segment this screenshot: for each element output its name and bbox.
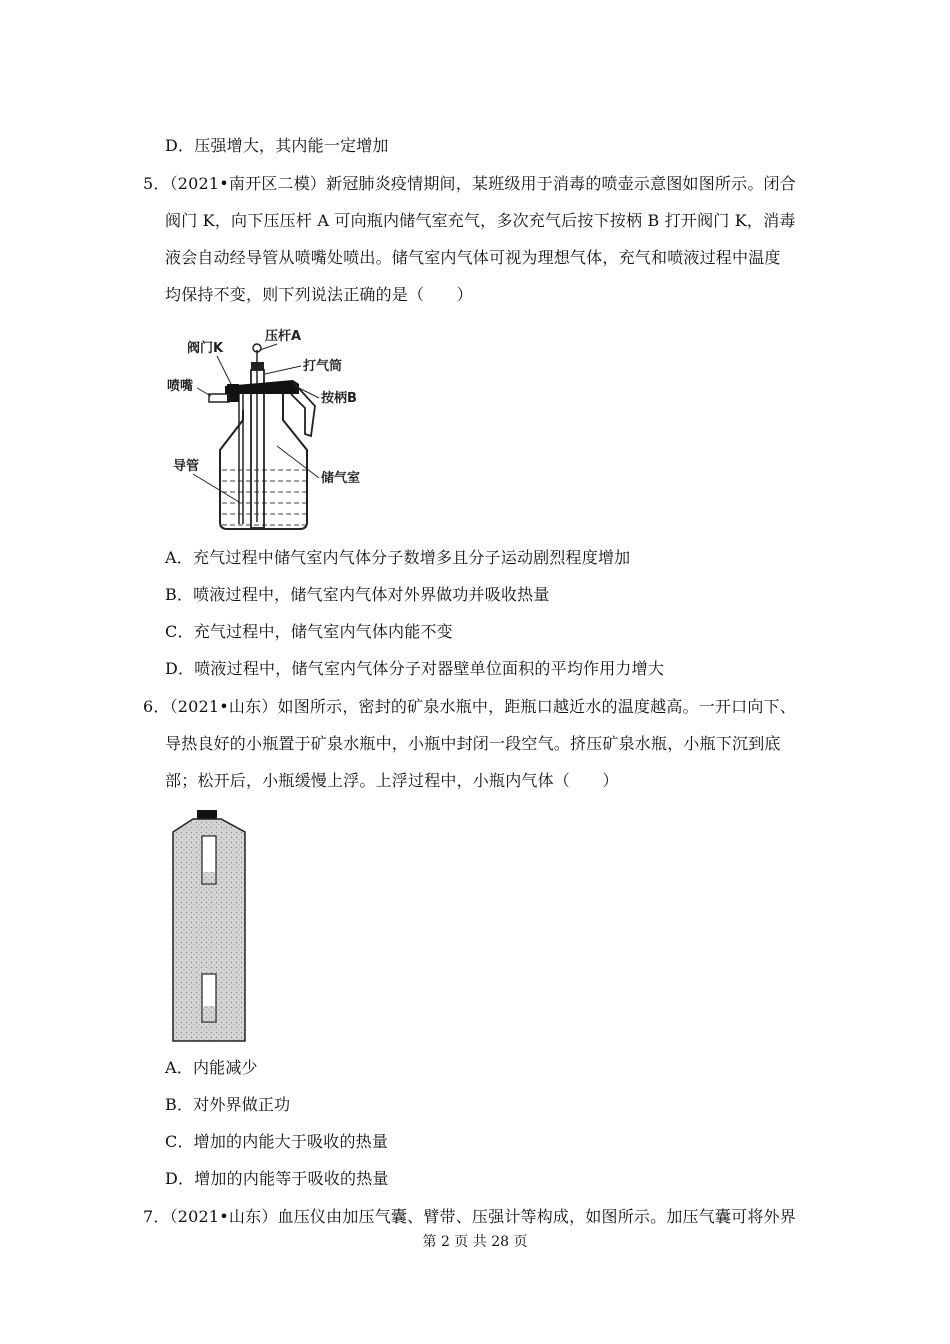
q6-option-b: B．对外界做正功 [165,1095,291,1114]
label-valve: 阀门K [187,341,224,356]
q5-line-3: 液会自动经导管从喷嘴处喷出。储气室内气体可视为理想气体，充气和喷液过程中温度 [165,248,781,267]
bottle-cap [197,810,217,819]
q5-option-a: A．充气过程中储气室内气体分子数增多且分子运动剧烈程度增加 [165,548,631,567]
q4-option-d: D．压强增大，其内能一定增加 [165,136,389,155]
label-handle: 按柄B [321,391,357,406]
q6-line-1: 6．（2021•山东）如图所示，密封的矿泉水瓶中，距瓶口越近水的温度越高。一开口向下、 [143,697,796,716]
q6-line-2: 导热良好的小瓶置于矿泉水瓶中，小瓶中封闭一段空气。挤压矿泉水瓶，小瓶下沉到底 [165,734,781,753]
spray-bottle-figure [165,322,375,537]
q5-line-4: 均保持不变，则下列说法正确的是（ ） [165,285,473,304]
water-bottle-figure [165,806,255,1046]
q5-option-d: D．喷液过程中，储气室内气体分子对器壁单位面积的平均作用力增大 [165,659,665,678]
q6-option-a: A．内能减少 [165,1058,258,1077]
label-tube: 导管 [173,459,200,474]
label-pump: 打气筒 [303,359,343,374]
q6-line-3: 部；松开后，小瓶缓慢上浮。上浮过程中，小瓶内气体（ ） [165,771,619,790]
q5-option-c: C．充气过程中，储气室内气体内能不变 [165,622,453,641]
q5-line-1: 5．（2021•南开区二模）新冠肺炎疫情期间，某班级用于消毒的喷壶示意图如图所示。闭合 [143,174,796,193]
label-rod: 压杆A [265,329,302,344]
q7-line-1: 7．（2021•山东）血压仪由加压气囊、臂带、压强计等构成，如图所示。加压气囊可将外界 [143,1207,796,1226]
label-nozzle: 喷嘴 [167,379,194,394]
q6-option-d: D．增加的内能等于吸收的热量 [165,1169,389,1188]
label-chamber: 储气室 [321,471,361,486]
q5-line-2: 阀门 K，向下压压杆 A 可向瓶内储气室充气，多次充气后按下按柄 B 打开阀门 K，消毒 [165,211,796,230]
page-footer: 第 2 页 共 28 页 [422,1234,528,1250]
q5-option-b: B．喷液过程中，储气室内气体对外界做功并吸收热量 [165,585,550,604]
q6-option-c: C．增加的内能大于吸收的热量 [165,1132,389,1151]
